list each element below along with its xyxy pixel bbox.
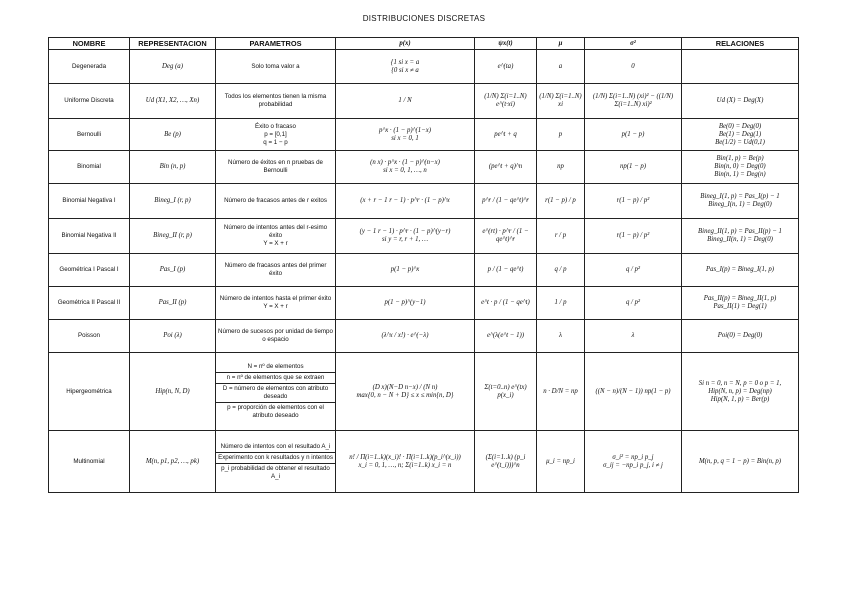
cell-text: Poisson — [77, 332, 100, 339]
cell-line: q / p² — [625, 299, 641, 306]
param-subcell: Número de intentos con el resultado A_i — [216, 442, 335, 453]
table-row — [49, 84, 799, 119]
cell-sigma — [585, 84, 682, 119]
cell-line: q / p — [554, 266, 567, 273]
cell-line: (Σ(i=1..k) (p_i e^(t_i)))^n — [485, 453, 526, 469]
cell-line: Y = X + r — [263, 303, 288, 310]
cell-line: Bin(n, 0) = Deg(0) — [714, 163, 766, 170]
cell-mu — [537, 184, 585, 219]
cell-relaciones — [682, 219, 799, 254]
cell-mu — [537, 119, 585, 151]
header-relaciones: RELACIONES — [682, 38, 799, 50]
cell-psi — [475, 84, 537, 119]
cell-line: si x = 0, 1 — [391, 134, 419, 142]
header-nombre: NOMBRE — [49, 38, 130, 50]
cell-line: Y = X + r — [263, 240, 288, 247]
cell-line: r(1 − p) / p — [545, 197, 576, 204]
table-row — [49, 119, 799, 151]
cell-text: Deg (a) — [162, 62, 183, 70]
table-row — [49, 431, 799, 493]
cell-line: np — [557, 163, 564, 170]
cell-representacion — [130, 320, 216, 353]
cell-line: e^(ta) — [497, 62, 514, 70]
param-subcell: p_i probabilidad de obtener el resultado A_i — [221, 464, 330, 480]
cell-mu — [537, 431, 585, 493]
cell-line: (pe^t + q)^n — [488, 163, 523, 170]
cell-representacion — [130, 151, 216, 184]
cell-px — [336, 320, 475, 353]
cell-line: pe^t + q — [494, 130, 517, 138]
cell-text: Geométrica II Pascal II — [57, 299, 121, 306]
table-body — [49, 50, 799, 493]
cell-relaciones — [682, 254, 799, 287]
cell-line: σ_ij = −np_i p_j, i ≠ j — [603, 461, 663, 469]
cell-mu — [537, 84, 585, 119]
header-parametros: PARAMETROS — [216, 38, 336, 50]
cell-line: r / p — [554, 232, 567, 239]
cell-relaciones — [682, 353, 799, 431]
cell-mu — [537, 151, 585, 184]
cell-line: p / (1 − qe^t) — [487, 266, 524, 273]
cell-line: σ_i² = np_i p_j — [612, 453, 654, 461]
cell-text: Be (p) — [164, 130, 181, 138]
cell-line: Hip(N, 1, p) = Ber(p) — [710, 395, 770, 403]
cell-line: si y = r, r + 1, … — [382, 236, 428, 243]
cell-nombre — [49, 119, 130, 151]
cell-line: Número de fracasos antes de r exitos — [224, 197, 327, 204]
cell-representacion — [130, 431, 216, 493]
cell-nombre — [49, 353, 130, 431]
cell-psi — [475, 320, 537, 353]
cell-line: {0 si x ≠ a — [391, 66, 419, 74]
cell-nombre — [49, 320, 130, 353]
cell-line: (x + r − 1 r − 1) · p^r · (1 − p)^x — [360, 197, 450, 204]
cell-line: Bineg_I(n, 1) = Deg(0) — [708, 201, 772, 208]
cell-line: (λ^x / x!) · e^(−λ) — [381, 332, 429, 339]
cell-parametros — [216, 219, 336, 254]
cell-representacion — [130, 287, 216, 320]
cell-line: si x = 0, 1, …, n — [383, 167, 427, 174]
cell-line: Be(0) = Deg(0) — [718, 122, 762, 130]
cell-mu — [537, 50, 585, 84]
cell-relaciones — [682, 119, 799, 151]
cell-line: μ_i = np_i — [546, 457, 575, 465]
cell-representacion — [130, 119, 216, 151]
cell-line: (1/N) Σ(i=1..N) e^(t·xi) — [484, 93, 527, 108]
cell-representacion — [130, 219, 216, 254]
table-row — [49, 50, 799, 84]
cell-psi — [475, 184, 537, 219]
cell-line: e^(rt) · p^r / (1 − qe^t)^r — [482, 228, 529, 243]
cell-line: Si n = 0, n = N, p = 0 o p = 1, — [698, 379, 782, 387]
cell-px — [336, 151, 475, 184]
document-title: DISTRIBUCIONES DISCRETAS — [362, 14, 486, 23]
cell-relaciones — [682, 287, 799, 320]
cell-psi — [475, 151, 537, 184]
cell-sigma — [585, 151, 682, 184]
cell-parametros — [216, 320, 336, 353]
header-sigma: σ² — [585, 38, 682, 50]
cell-line: Pas_II(p) = Bineg_II(1, p) — [703, 295, 777, 302]
cell-line: Hip(N, n, p) = Deg(np) — [708, 387, 772, 395]
cell-line: Bin(1, p) = Be(p) — [716, 155, 764, 162]
header-representacion: REPRESENTACION — [130, 38, 216, 50]
cell-sigma — [585, 219, 682, 254]
cell-line: r(1 − p) / p² — [616, 197, 650, 204]
cell-line: Bineg_I(1, p) = Pas_I(p) − 1 — [700, 193, 780, 200]
cell-representacion — [130, 254, 216, 287]
param-subcell: n = nº de elementos que se extraen — [216, 373, 335, 384]
cell-mu — [537, 254, 585, 287]
cell-line: Número de sucesos por unidad de tiempo o espacio — [218, 328, 333, 343]
cell-nombre — [49, 84, 130, 119]
cell-sigma — [585, 287, 682, 320]
cell-px — [336, 119, 475, 151]
cell-psi — [475, 431, 537, 493]
cell-psi — [475, 50, 537, 84]
cell-psi — [475, 119, 537, 151]
cell-line: x_i = 0, 1, …, n; Σ(i=1..k) x_i = n — [358, 461, 452, 469]
cell-sigma — [585, 119, 682, 151]
cell-line: M(n, p, q = 1 − p) = Bin(n, p) — [698, 457, 782, 465]
cell-parametros — [216, 254, 336, 287]
cell-line: p^x · (1 − p)^(1−x) — [378, 126, 432, 134]
cell-px — [336, 353, 475, 431]
cell-parametros — [216, 431, 336, 493]
cell-line: Número de intentos hasta el primer éxito — [219, 295, 332, 302]
cell-px — [336, 287, 475, 320]
cell-representacion — [130, 184, 216, 219]
cell-text: Bin (n, p) — [159, 163, 186, 170]
cell-text: Bernoulli — [76, 130, 102, 138]
cell-line: λ — [631, 332, 635, 339]
cell-nombre — [49, 254, 130, 287]
cell-parametros — [216, 119, 336, 151]
table-row — [49, 219, 799, 254]
cell-sigma — [585, 50, 682, 84]
cell-representacion — [130, 50, 216, 84]
cell-line: (1/N) Σ(i=1..N) (xi)² − ((1/N) Σ(i=1..N) xi)² — [592, 93, 674, 108]
cell-sigma — [585, 431, 682, 493]
cell-line: q / p² — [625, 266, 641, 273]
cell-line: 0 — [631, 62, 635, 70]
cell-relaciones — [682, 151, 799, 184]
cell-text: Pas_I (p) — [159, 266, 186, 273]
cell-relaciones — [682, 84, 799, 119]
table-row — [49, 353, 799, 431]
cell-line: ((N − n)/(N − 1)) np(1 − p) — [595, 387, 671, 395]
cell-text: Ud (X1, X2, …, Xn) — [145, 97, 200, 104]
table-row — [49, 184, 799, 219]
header-psi: ψx(t) — [475, 38, 537, 50]
cell-text: Uniforme Discreta — [64, 97, 114, 104]
cell-px — [336, 219, 475, 254]
cell-text: Pas_II (p) — [158, 299, 187, 306]
cell-text: Bineg_I (r, p) — [154, 197, 191, 204]
cell-line: n! / Π(i=1..k)(x_i)! · Π(i=1..k)(p_i^(x_i)) — [349, 453, 461, 461]
cell-parametros — [216, 84, 336, 119]
cell-line: max{0, n − N + D} ≤ x ≤ min{n, D} — [356, 391, 454, 399]
cell-text: M(n, p1, p2, …, pk) — [145, 457, 200, 465]
cell-sigma — [585, 184, 682, 219]
cell-line: Número de intentos antes del r-esimo éxito — [223, 224, 328, 239]
cell-representacion — [130, 84, 216, 119]
cell-text: Poi (λ) — [163, 332, 182, 339]
cell-relaciones — [682, 184, 799, 219]
header-px: p(x) — [336, 38, 475, 50]
cell-relaciones — [682, 320, 799, 353]
cell-line: (1/N) Σ(i=1..N) xi — [539, 93, 582, 108]
cell-nombre — [49, 287, 130, 320]
cell-line: p(1 − p)^(y−1) — [384, 299, 426, 306]
cell-px — [336, 50, 475, 84]
cell-mu — [537, 320, 585, 353]
distributions-table — [48, 37, 799, 493]
cell-px — [336, 184, 475, 219]
cell-line: (y − 1 r − 1) · p^r · (1 − p)^(y−r) — [359, 228, 451, 235]
cell-sigma — [585, 353, 682, 431]
cell-nombre — [49, 151, 130, 184]
cell-sigma — [585, 320, 682, 353]
cell-line: Bineg_II(1, p) = Pas_II(p) − 1 — [698, 228, 782, 235]
param-subcell: p = proporción de elementos con el atributo deseado — [227, 404, 324, 419]
cell-line: 1 / N — [398, 97, 412, 104]
cell-line: Número de éxitos en n pruebas de Bernoulli — [228, 159, 323, 174]
cell-representacion — [130, 353, 216, 431]
cell-line: (D x)(N−D n−x) / (N n) — [372, 383, 438, 391]
cell-line: Solo toma valor a — [251, 62, 300, 70]
cell-line: Bin(n, 1) = Deg(n) — [714, 171, 766, 178]
cell-text: Hipergeométrica — [66, 387, 112, 395]
cell-line: 1 / p — [554, 299, 567, 306]
cell-line: λ — [559, 332, 562, 339]
cell-parametros — [216, 50, 336, 84]
cell-parametros — [216, 353, 336, 431]
cell-relaciones — [682, 431, 799, 493]
cell-text: Degenerada — [71, 62, 107, 70]
cell-nombre — [49, 431, 130, 493]
cell-line: q = 1 − p — [263, 138, 288, 146]
cell-parametros — [216, 151, 336, 184]
cell-sigma — [585, 254, 682, 287]
cell-line: Be(1) = Deg(1) — [718, 130, 762, 138]
cell-line: Pas_II(1) = Deg(1) — [713, 303, 767, 310]
table-row — [49, 287, 799, 320]
cell-nombre — [49, 184, 130, 219]
header-row — [49, 38, 799, 50]
cell-line: a — [558, 62, 563, 70]
cell-line: Ud (X) = Deg(X) — [716, 97, 764, 104]
cell-line: Be(1/2) = Ud(0,1) — [715, 138, 765, 146]
cell-line: p — [558, 130, 563, 138]
cell-line: p(1 − p)^x — [390, 266, 420, 273]
cell-line: e^t · p / (1 − qe^t) — [481, 299, 530, 306]
cell-line: np(1 − p) — [619, 163, 647, 170]
cell-text: Geométrica I Pascal I — [59, 266, 119, 273]
cell-line: Σ(t=0..n) e^(tx) p(x_i) — [484, 383, 527, 399]
cell-line: (n x) · p^x · (1 − p)^(n−x) — [370, 159, 440, 166]
cell-px — [336, 84, 475, 119]
cell-parametros — [216, 184, 336, 219]
param-subcell: Experimento con k resultados y n intentos — [216, 453, 335, 464]
cell-px — [336, 254, 475, 287]
cell-line: Todos los elementos tienen la misma probabilidad — [224, 93, 327, 108]
cell-nombre — [49, 219, 130, 254]
table-row — [49, 320, 799, 353]
cell-psi — [475, 353, 537, 431]
cell-line: Número de fracasos antes del primer éxito — [224, 262, 327, 277]
cell-text: Binomial Negativa I — [62, 197, 116, 204]
param-subcell: D = número de elementos con atributo deseado — [216, 384, 335, 403]
cell-text: Bineg_II (r, p) — [153, 232, 192, 239]
table-row — [49, 254, 799, 287]
cell-line: Bineg_II(n, 1) = Deg(0) — [707, 236, 773, 243]
cell-line: Poi(0) = Deg(0) — [717, 332, 763, 339]
cell-line: p(1 − p) — [621, 130, 645, 138]
cell-px — [336, 431, 475, 493]
header-mu: μ — [537, 38, 585, 50]
cell-psi — [475, 254, 537, 287]
cell-line: {1 si x = a — [390, 58, 420, 66]
cell-relaciones — [682, 50, 799, 84]
cell-line: e^(λ(e^t − 1)) — [486, 332, 525, 339]
cell-mu — [537, 353, 585, 431]
cell-psi — [475, 287, 537, 320]
cell-line: p = [0,1] — [264, 130, 287, 138]
cell-line: p^r / (1 − qe^t)^r — [482, 197, 529, 204]
cell-nombre — [49, 50, 130, 84]
cell-mu — [537, 287, 585, 320]
cell-psi — [475, 219, 537, 254]
cell-parametros — [216, 287, 336, 320]
cell-text: Binomial — [77, 163, 101, 170]
table-row — [49, 151, 799, 184]
cell-mu — [537, 219, 585, 254]
param-subcell: N = nº de elementos — [216, 362, 335, 373]
cell-text: Hip(n, N, D) — [155, 387, 190, 395]
cell-line: r(1 − p) / p² — [616, 232, 650, 239]
cell-text: Multinomial — [73, 457, 105, 465]
cell-line: Éxito o fracaso — [255, 122, 296, 130]
cell-line: n · D/N = np — [543, 387, 578, 395]
cell-line: Pas_I(p) = Bineg_I(1, p) — [705, 266, 774, 273]
cell-text: Binomial Negativa II — [61, 232, 117, 239]
